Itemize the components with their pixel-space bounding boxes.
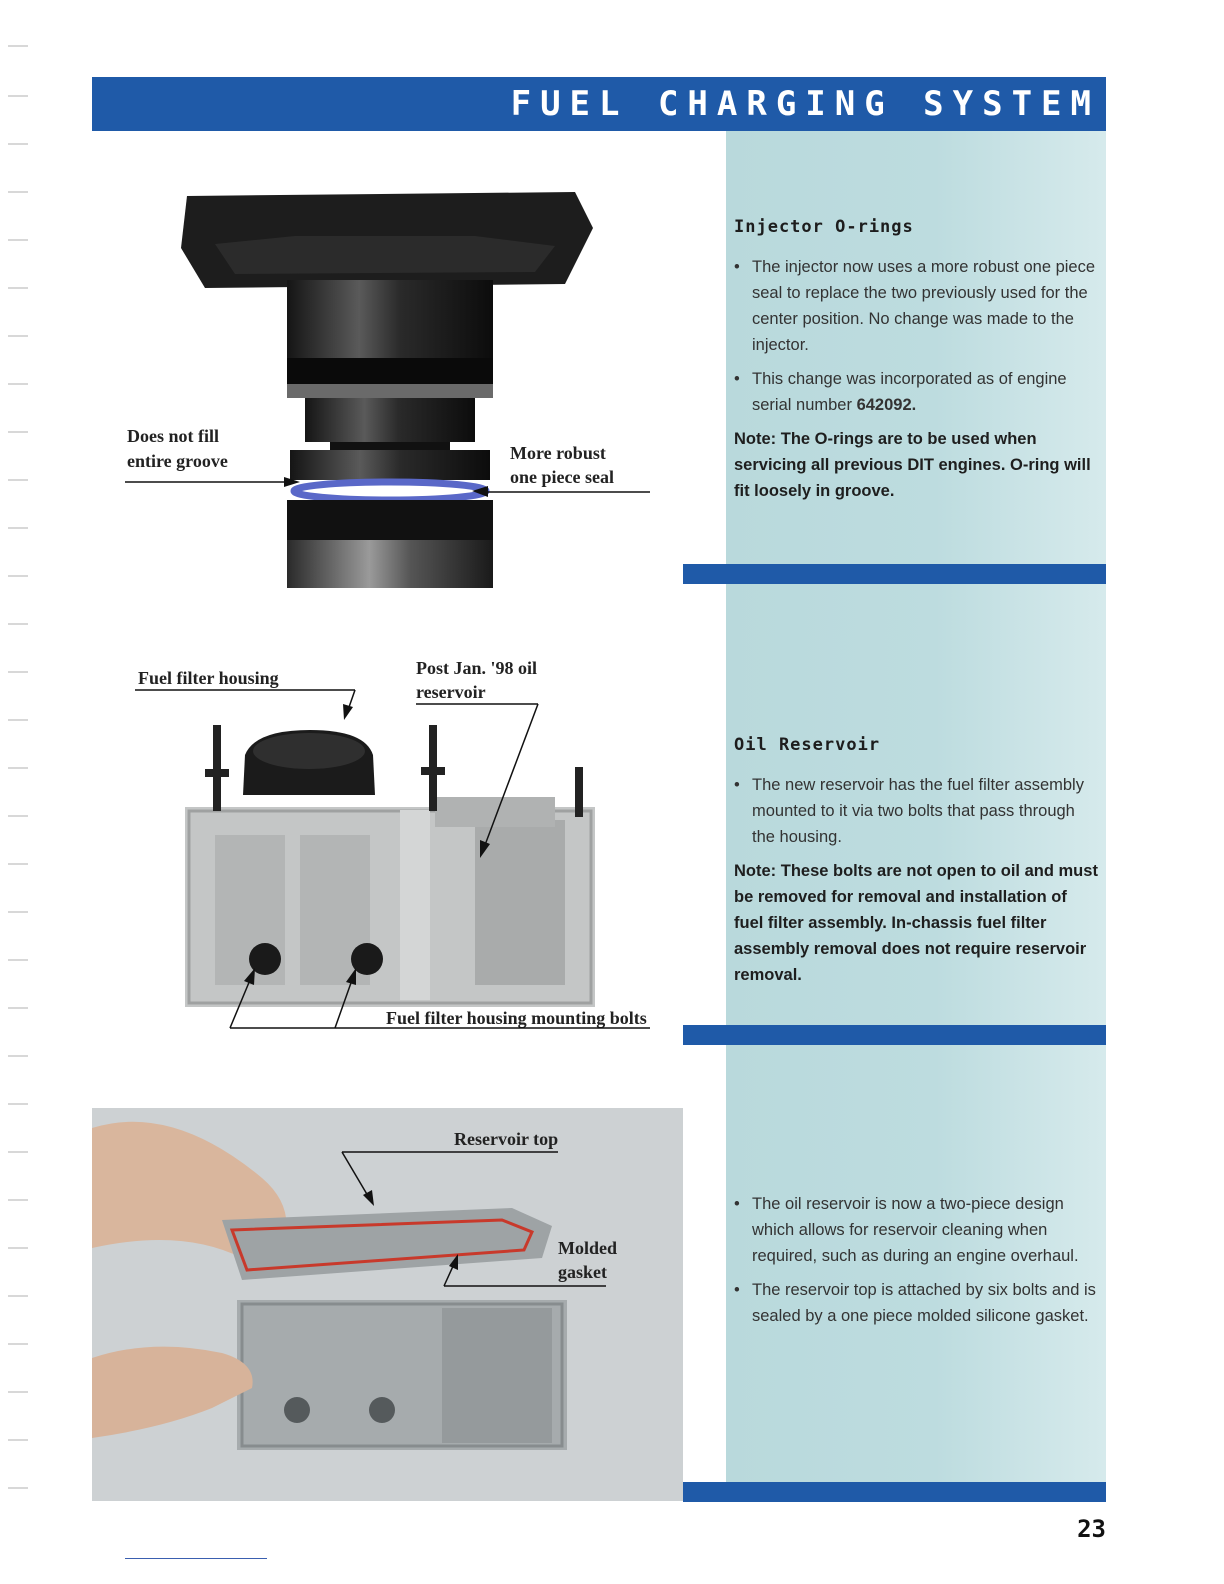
section-two-piece-reservoir bbox=[734, 1191, 1100, 1337]
bullet-item: • The oil reservoir is now a two-piece design which allows for reservoir cleaning when required, such as during an engine overhaul. bbox=[734, 1191, 1100, 1269]
callout-label: More robust bbox=[510, 443, 606, 463]
header-banner bbox=[92, 77, 1106, 131]
callout-lines bbox=[130, 680, 660, 1034]
section-injector-orings bbox=[734, 214, 1100, 504]
callout-lines bbox=[120, 470, 660, 500]
callout-label: Fuel filter housing bbox=[138, 668, 279, 688]
bullet-item: • The injector now uses a more robust one piece seal to replace the two previously used for the center position. No change was made to the injector. bbox=[734, 254, 1100, 358]
section-heading: Oil Reservoir bbox=[734, 735, 881, 755]
bullet-item: • The new reservoir has the fuel filter assembly mounted to it via two bolts that pass through the housing. bbox=[734, 772, 1100, 850]
section-divider bbox=[683, 1025, 1106, 1045]
bullet-item bbox=[734, 366, 1100, 418]
section-heading: Injector O-rings bbox=[734, 217, 914, 237]
page-title: FUEL CHARGING SYSTEM bbox=[510, 84, 1100, 124]
callout-label: Reservoir top bbox=[454, 1129, 559, 1149]
footer-rule bbox=[125, 1558, 267, 1559]
callout-label: Does not fill bbox=[127, 426, 219, 446]
callout-label: reservoir bbox=[416, 682, 486, 702]
bullet-text: This change was incorporated as of engine serial number bbox=[752, 370, 1067, 414]
section-oil-reservoir bbox=[734, 732, 1100, 988]
serial-number: 642092. bbox=[856, 396, 917, 414]
callout-label: entire groove bbox=[127, 451, 228, 471]
section-divider bbox=[683, 1482, 1106, 1502]
bullet-item: • The reservoir top is attached by six bolts and is sealed by a one piece molded silicone gasket. bbox=[734, 1277, 1100, 1329]
callout-label: Molded bbox=[558, 1238, 618, 1258]
page-number: 23 bbox=[1077, 1515, 1106, 1543]
callout-label: Fuel filter housing mounting bolts bbox=[386, 1008, 647, 1028]
section-divider bbox=[683, 564, 1106, 584]
callout-lines bbox=[330, 1140, 620, 1300]
note-text: Note: These bolts are not open to oil and must be removed for removal and installation of fuel filter assembly. In-chassis fuel filter assembly removal does not require reservoir removal. bbox=[734, 862, 1098, 984]
callout-label: one piece seal bbox=[510, 467, 614, 487]
note-text: Note: The O-rings are to be used when servicing all previous DIT engines. O-ring will fit loosely in groove. bbox=[734, 430, 1091, 500]
callout-label: Post Jan. '98 oil bbox=[416, 658, 538, 678]
callout-label: gasket bbox=[558, 1262, 607, 1282]
injector-photo bbox=[175, 188, 605, 588]
